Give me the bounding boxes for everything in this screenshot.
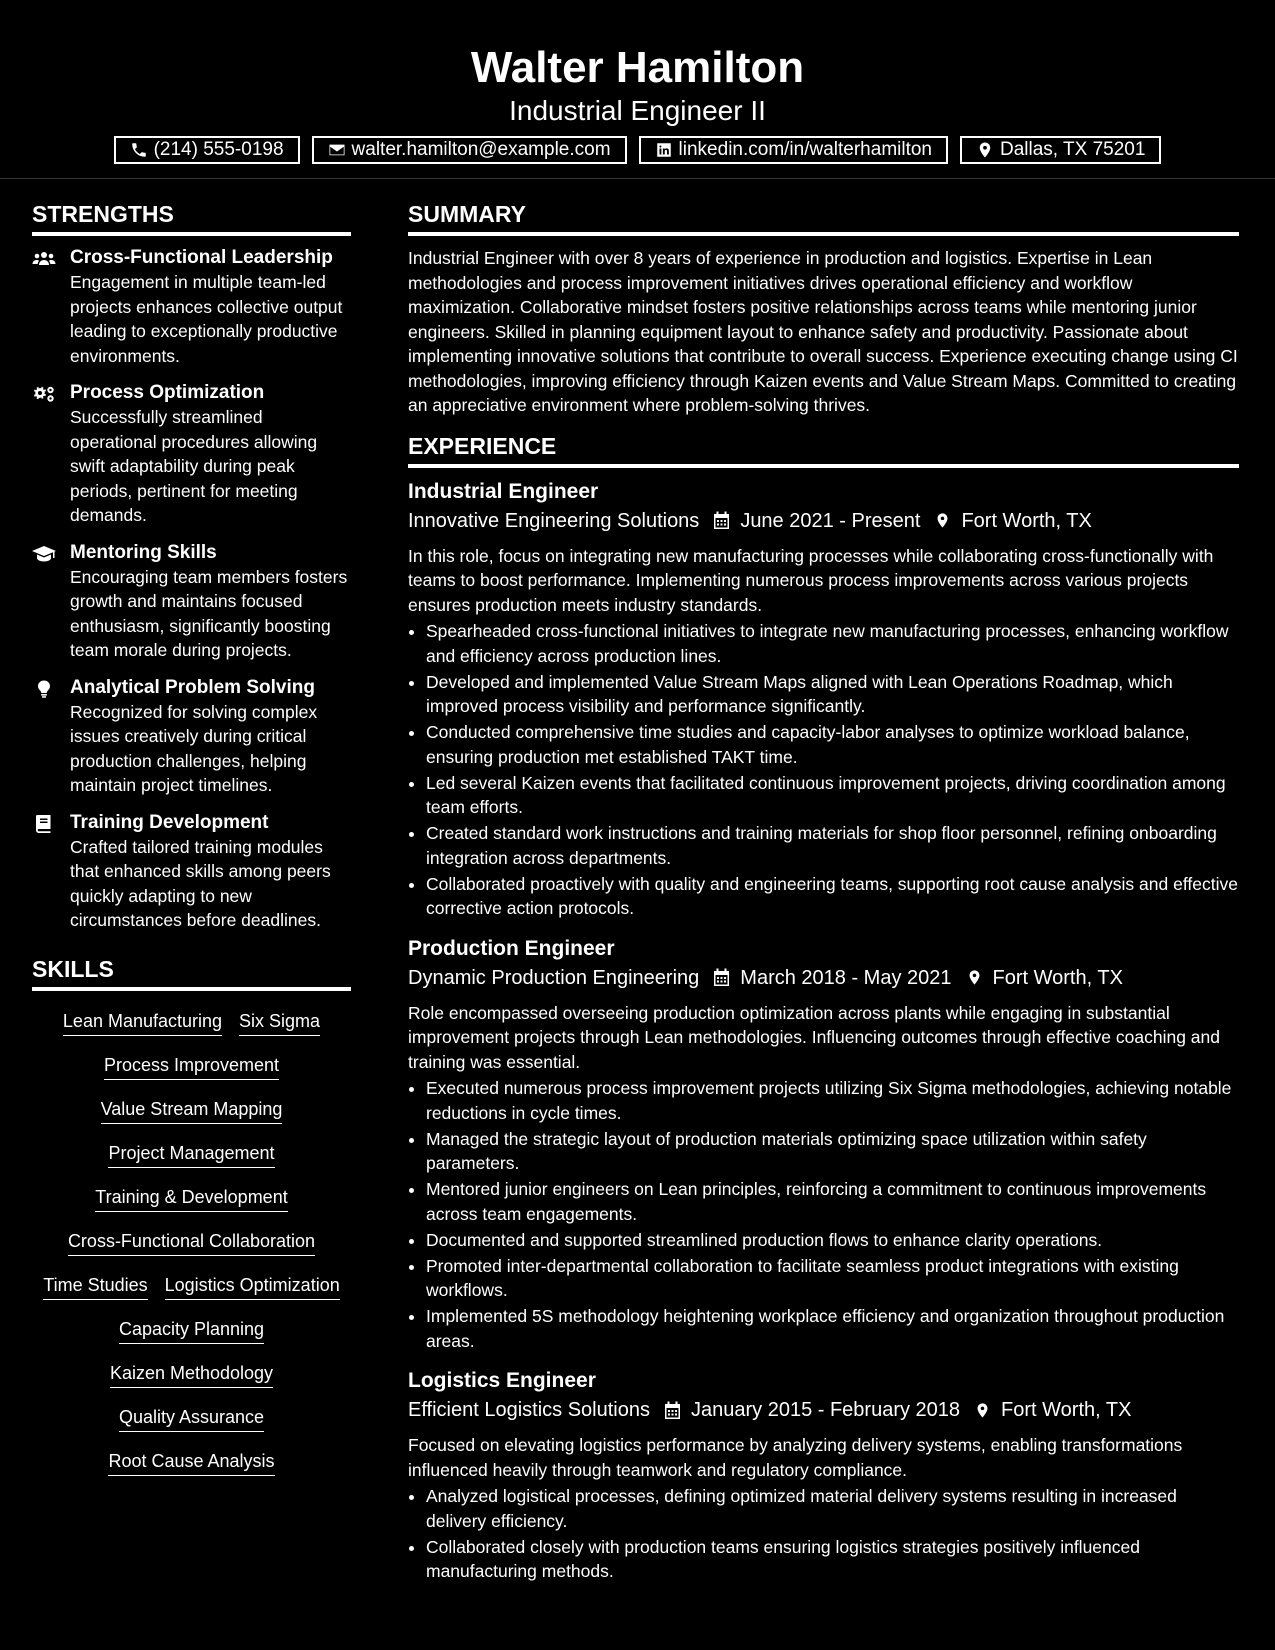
skill-tag: Cross-Functional Collaboration <box>68 1229 315 1256</box>
job-bullet: • Mentored junior engineers on Lean principles, reinforcing a commitment to continuous improvements across team engagements. <box>426 1177 1239 1226</box>
job-company: Efficient Logistics Solutions <box>408 1399 650 1421</box>
job-bullet: • Executed numerous process improvement projects utilizing Six Sigma methodologies, achieving notable reductions in cycle times. <box>426 1076 1239 1125</box>
contact-linkedin-text: linkedin.com/in/walterhamilton <box>678 139 932 160</box>
left-column <box>32 200 351 1476</box>
job-meta <box>408 506 1239 536</box>
job-title: Logistics Engineer <box>408 1369 596 1392</box>
strength-description: Crafted tailored training modules that enhanced skills among peers quickly adapting to new circumstances before deadlines. <box>70 836 331 930</box>
contact-phone[interactable] <box>114 136 300 164</box>
strength-title: Mentoring Skills <box>70 541 217 563</box>
job-description: Focused on elevating logistics performance by analyzing delivery systems, enabling transformations influenced heavily through teamwork and regulatory compliance. <box>408 1435 1183 1480</box>
job-location: Fort Worth, TX <box>992 966 1123 989</box>
job-bullets <box>408 1484 1239 1584</box>
contact-location-text: Dallas, TX 75201 <box>1000 139 1146 160</box>
skills-heading: SKILLS <box>32 955 351 991</box>
strength-item <box>32 811 351 933</box>
contact-location <box>960 136 1161 164</box>
job-bullet: • Documented and supported streamlined production flows to enhance clarity operations. <box>426 1228 1239 1253</box>
skill-tag: Root Cause Analysis <box>108 1449 274 1476</box>
job-bullet: • Collaborated proactively with quality and engineering teams, supporting root cause analysis and effective corrective action protocols. <box>426 872 1239 921</box>
map-marker-icon <box>976 141 994 159</box>
skill-tag: Training & Development <box>95 1185 287 1212</box>
contact-linkedin[interactable] <box>639 136 948 164</box>
skills-list <box>32 1009 351 1476</box>
job-location: Fort Worth, TX <box>1001 1399 1132 1421</box>
contact-bar <box>0 136 1275 164</box>
skill-tag: Six Sigma <box>239 1009 320 1036</box>
strength-item <box>32 676 351 798</box>
job-dates: June 2021 - Present <box>740 509 921 532</box>
job-meta <box>408 1395 1239 1425</box>
envelope-icon <box>328 141 346 159</box>
skill-tag: Value Stream Mapping <box>101 1097 283 1124</box>
calendar-icon <box>664 1401 681 1420</box>
map-marker-icon <box>974 1401 991 1420</box>
strength-description: Successfully streamlined operational procedures allowing swift adaptability during peak periods, pertinent for meeting demands. <box>70 407 318 525</box>
map-marker-icon <box>934 511 951 530</box>
skill-tag: Kaizen Methodology <box>110 1361 273 1388</box>
job-bullets <box>408 1076 1239 1353</box>
job-bullet: • Developed and implemented Value Stream Maps aligned with Lean Operations Roadmap, which improved process visibility and performance significantly. <box>426 670 1239 719</box>
candidate-name: Walter Hamilton <box>470 43 805 92</box>
summary-heading: SUMMARY <box>408 200 1239 236</box>
strength-title: Process Optimization <box>70 382 265 403</box>
strength-title: Analytical Problem Solving <box>70 676 315 698</box>
contact-phone-text: (214) 555-0198 <box>153 139 284 160</box>
strength-description: Engagement in multiple team-led projects enhances collective output leading to exceptionally productive environments. <box>70 272 343 366</box>
strength-title: Training Development <box>70 811 269 833</box>
skill-tag: Process Improvement <box>104 1053 279 1080</box>
resume-header <box>0 0 1275 179</box>
job-entry <box>408 935 1239 1354</box>
job-bullet: • Managed the strategic layout of production materials optimizing space utilization within safety parameters. <box>426 1127 1239 1176</box>
job-company: Dynamic Production Engineering <box>408 966 700 989</box>
linkedin-icon <box>655 141 673 159</box>
job-dates: March 2018 - May 2021 <box>740 966 952 989</box>
graduation-cap-icon <box>32 545 56 563</box>
job-dates: January 2015 - February 2018 <box>690 1399 961 1421</box>
summary-text: Industrial Engineer with over 8 years of experience in production and logistics. Expertise in Lean methodologies and process improvement initiatives drives operational efficiency and workflow maximization. Collaborative mindset fosters positive relationships across teams while mentoring junior engineers. Skilled in planning equipment layout to enhance safety and productivity. Passionate about implementing innovative solutions that contribute to overall success. Experience executing change using CI methodologies, improving efficiency through Kaizen events and Value Stream Maps. Committed to creating an appreciative environment where problem-solving thrives. <box>408 248 1238 415</box>
job-bullet: • Collaborated closely with production teams ensuring logistics strategies positively influenced manufacturing methods. <box>426 1535 1239 1584</box>
job-description: In this role, focus on integrating new manufacturing processes while collaborating cross-functionally with teams to boost performance. Implementing numerous process improvements across various projects ensures production meets industry standards. <box>408 545 1214 615</box>
strengths-heading: STRENGTHS <box>32 200 351 236</box>
skill-tag: Capacity Planning <box>119 1317 264 1344</box>
job-entry <box>408 478 1239 921</box>
calendar-icon <box>713 968 730 987</box>
job-bullet: • Analyzed logistical processes, defining optimized material delivery systems resulting in increased delivery efficiency. <box>426 1484 1239 1533</box>
candidate-title: Industrial Engineer II <box>509 95 766 126</box>
book-icon <box>32 815 56 833</box>
job-entry <box>408 1367 1239 1584</box>
job-title: Industrial Engineer <box>408 479 599 503</box>
skill-tag: Project Management <box>108 1141 274 1168</box>
strength-item <box>32 246 351 368</box>
contact-email[interactable] <box>312 136 627 164</box>
strength-description: Recognized for solving complex issues creatively during critical production challenges, helping maintain project timelines. <box>70 701 318 795</box>
job-bullet: • Implemented 5S methodology heightening workplace efficiency and organization throughout production areas. <box>426 1304 1239 1353</box>
skill-tag: Time Studies <box>43 1273 147 1300</box>
skill-tag: Lean Manufacturing <box>63 1009 222 1036</box>
right-column <box>408 200 1239 1598</box>
job-bullets <box>408 619 1239 921</box>
phone-icon <box>130 141 148 159</box>
job-company: Innovative Engineering Solutions <box>408 509 700 532</box>
job-meta <box>408 963 1239 993</box>
strength-item <box>32 381 351 528</box>
lightbulb-icon <box>32 680 56 698</box>
gears-icon <box>32 385 56 403</box>
job-title: Production Engineer <box>408 936 615 960</box>
job-description: Role encompassed overseeing production optimization across plants while engaging in substantial improvement projects through Lean methodologies. Influencing outcomes through effective coaching and training was essential. <box>408 1002 1220 1072</box>
job-bullet: • Led several Kaizen events that facilitated continuous improvement projects, driving coordination among team efforts. <box>426 771 1239 820</box>
job-bullet: • Created standard work instructions and training materials for shop floor personnel, refining onboarding integration across departments. <box>426 821 1239 870</box>
contact-email-text: walter.hamilton@example.com <box>351 139 611 160</box>
strength-description: Encouraging team members fosters growth and maintains focused enthusiasm, significantly boosting team morale during projects. <box>70 566 348 660</box>
job-bullet: • Promoted inter-departmental collaboration to facilitate seamless product integrations with existing workflows. <box>426 1254 1239 1303</box>
calendar-icon <box>713 511 730 530</box>
strength-title: Cross-Functional Leadership <box>70 247 333 268</box>
experience-heading: EXPERIENCE <box>408 432 1239 468</box>
job-location: Fort Worth, TX <box>961 509 1092 532</box>
skill-tag: Logistics Optimization <box>165 1273 340 1300</box>
skill-tag: Quality Assurance <box>119 1405 264 1432</box>
strength-item <box>32 541 351 663</box>
job-bullet: • Spearheaded cross-functional initiatives to integrate new manufacturing processes, enhancing workflow and efficiency across production lines. <box>426 619 1239 668</box>
users-icon <box>32 250 56 268</box>
job-bullet: • Conducted comprehensive time studies and capacity-labor analyses to optimize workload balance, ensuring production met established TAKT time. <box>426 720 1239 769</box>
map-marker-icon <box>966 968 983 987</box>
